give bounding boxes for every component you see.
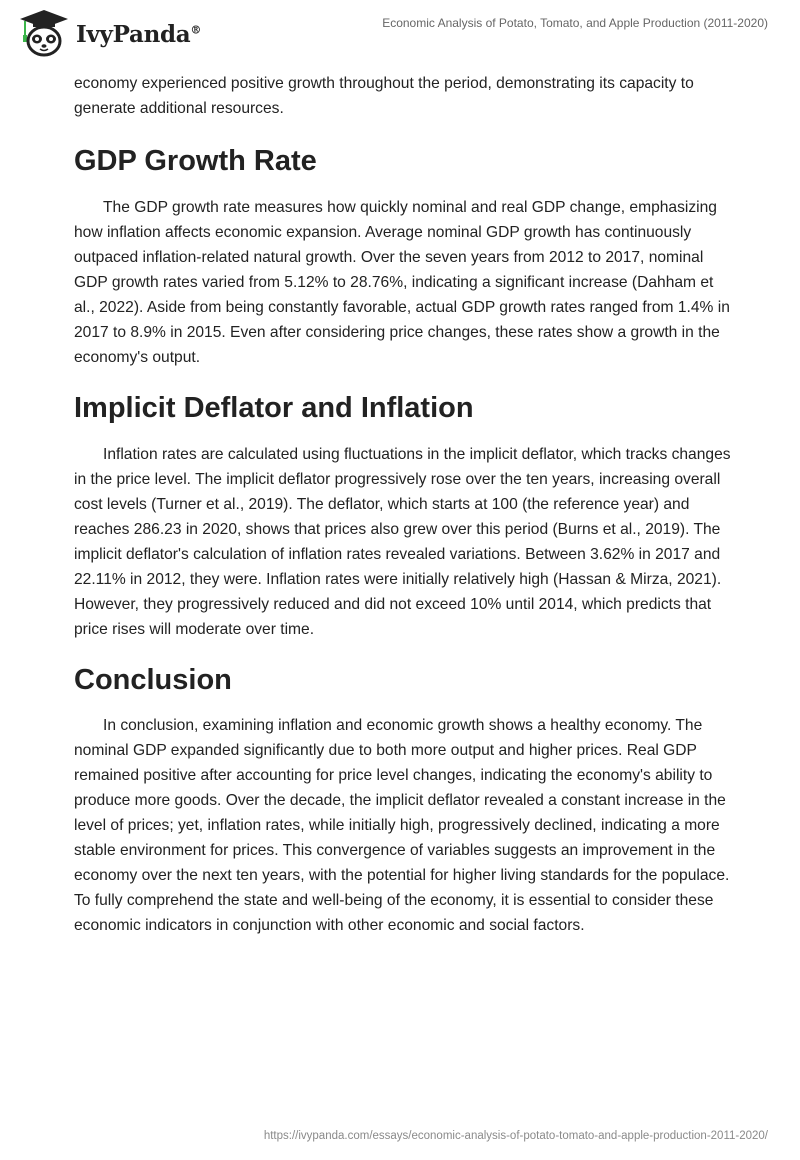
document-title: Economic Analysis of Potato, Tomato, and Apple Production (2011-2020) [382, 16, 768, 30]
page-header [0, 0, 800, 70]
panda-graduate-icon [16, 8, 72, 60]
essay-body [74, 71, 734, 938]
section-heading-gdp-growth-rate: GDP Growth Rate [74, 145, 317, 177]
intro-paragraph-tail: economy experienced positive growth throughout the period, demonstrating its capacity to generate additional resources. [74, 75, 694, 117]
section-paragraph-implicit-deflator: Inflation rates are calculated using fluctuations in the implicit deflator, which tracks changes in the price level. The implicit deflator progressively rose over the ten years, increasing overall cost levels (Turner et al., 2019). The deflator, which starts at 100 (the reference year) and reaches 286.23 in 2020, shows that prices also grew over this period (Burns et al., 2019). The implicit deflator's calculation of inflation rates revealed variations. Between 3.62% in 2017 and 22.11% in 2012, they were. Inflation rates were initially relatively high (Hassan & Mirza, 2021). However, they progressively reduced and did not exceed 10% until 2014, which predicts that price rises will moderate over time. [74, 446, 731, 638]
registered-mark: ® [190, 22, 202, 36]
section-paragraph-gdp-growth-rate: The GDP growth rate measures how quickly nominal and real GDP change, emphasizing how inflation affects economic expansion. Average nominal GDP growth has continuously outpaced inflation-related natural growth. Over the seven years from 2012 to 2017, nominal GDP growth rates varied from 5.12% to 28.76%, indicating a significant increase (Dahham et al., 2022). Aside from being constantly favorable, actual GDP growth rates ranged from 1.4% in 2017 to 8.9% in 2015. Even after considering price changes, these rates show a growth in the economy's output. [74, 199, 730, 366]
section-paragraph-conclusion: In conclusion, examining inflation and economic growth shows a healthy economy. The nominal GDP expanded significantly due to both more output and higher prices. Real GDP remained positive after accounting for price level changes, indicating the economy's ability to produce more goods. Over the decade, the implicit deflator revealed a constant increase in the level of prices; yet, inflation rates, while initially high, progressively declined, indicating a more stable environment for prices. This convergence of variables suggests an improvement in the economy over the next ten years, with the potential for higher living standards for the populace. To fully comprehend the state and well-being of the economy, it is essential to consider these economic indicators in conjunction with other economic and social factors. [74, 717, 730, 934]
source-url-link[interactable]: https://ivypanda.com/essays/economic-analysis-of-potato-tomato-and-apple-production-2011-2020/ [263, 1130, 768, 1142]
ivypanda-logo[interactable] [16, 8, 201, 60]
section-heading-conclusion: Conclusion [74, 664, 232, 696]
section-heading-implicit-deflator: Implicit Deflator and Inflation [74, 392, 474, 424]
brand-name: IvyPanda [76, 20, 191, 48]
